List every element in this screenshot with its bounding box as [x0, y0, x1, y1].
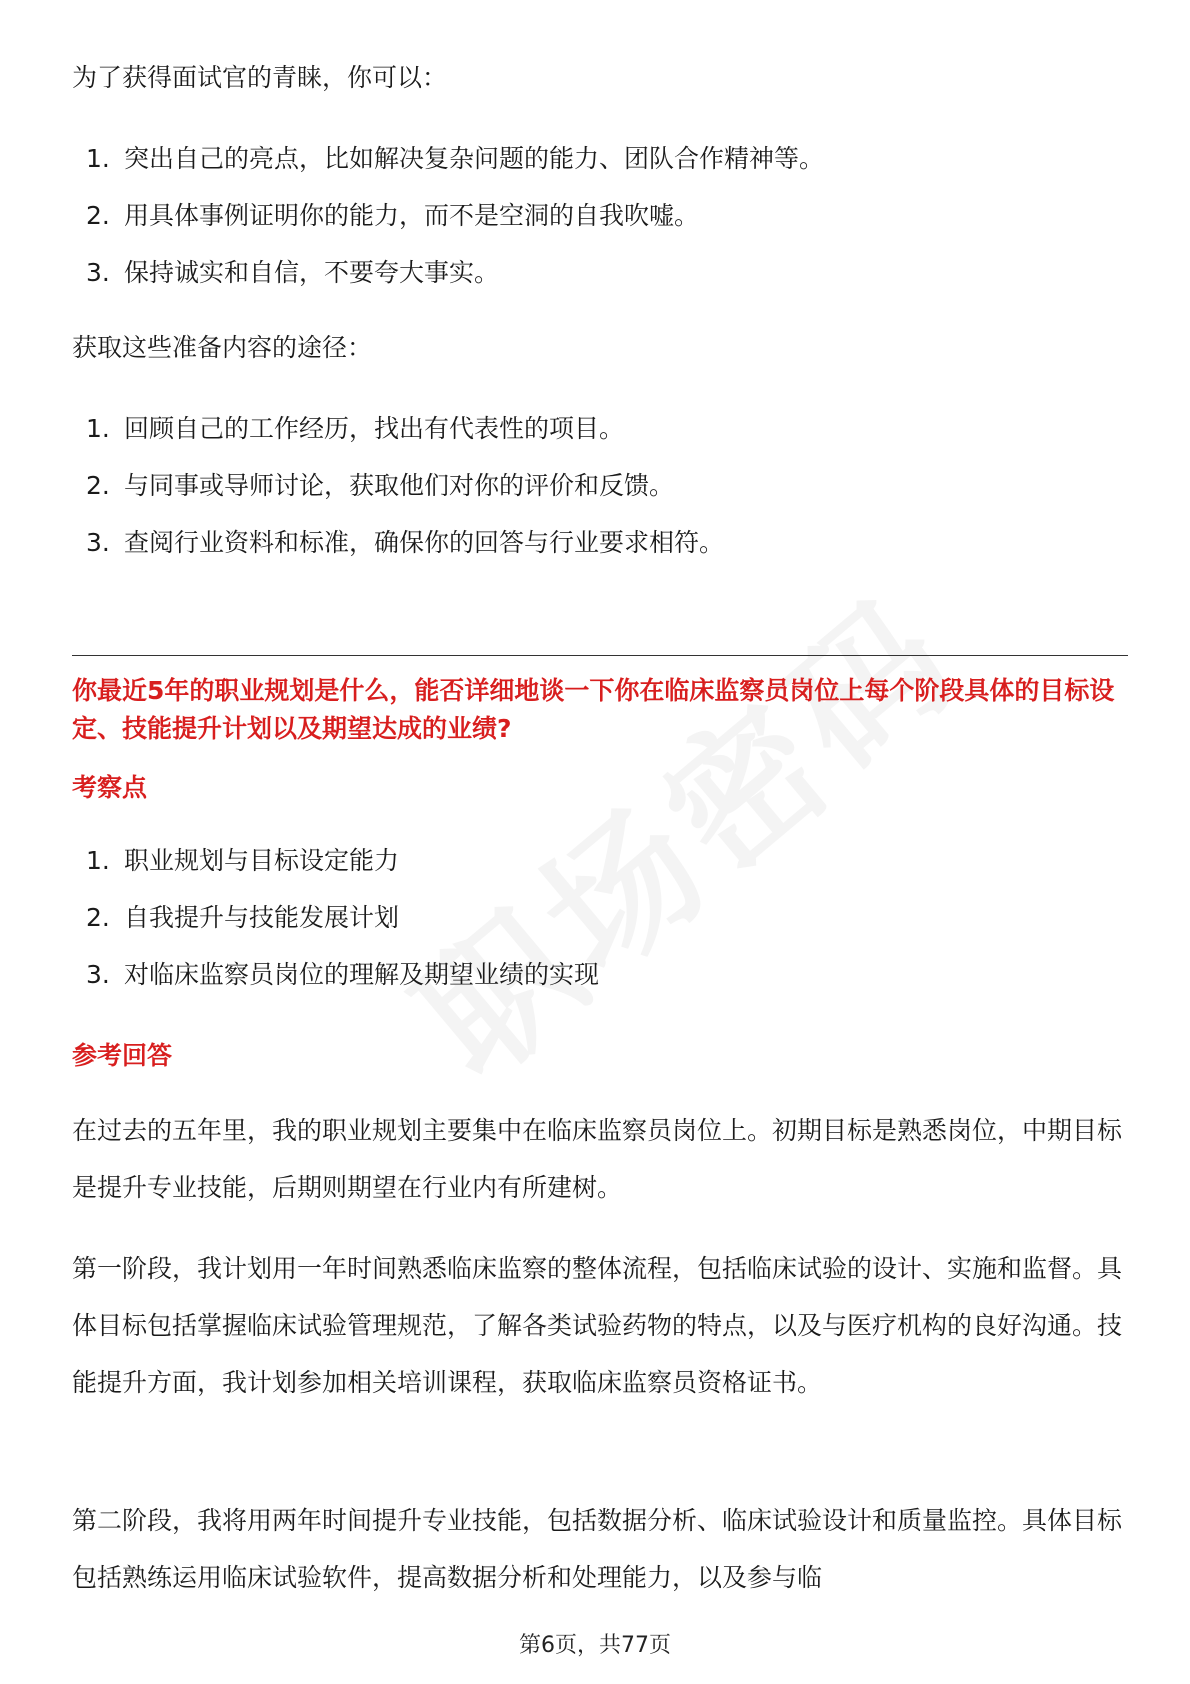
list-item: 3. 保持诚实和自信，不要夸大事实。	[86, 258, 500, 287]
list-item: 3. 对临床监察员岗位的理解及期望业绩的实现	[86, 960, 600, 989]
answer-paragraph: 第二阶段，我将用两年时间提升专业技能，包括数据分析、临床试验设计和质量监控。具体目标包括熟练运用临床试验软件，提高数据分析和处理能力，以及参与临	[72, 1506, 1123, 1592]
list-item: 3. 查阅行业资料和标准，确保你的回答与行业要求相符。	[86, 528, 725, 557]
sources-list	[72, 400, 1128, 571]
list-item: 1. 职业规划与目标设定能力	[86, 846, 400, 875]
answer-paragraph: 在过去的五年里，我的职业规划主要集中在临床监察员岗位上。初期目标是熟悉岗位，中期目标是提升专业技能，后期则期望在行业内有所建树。	[72, 1116, 1123, 1202]
intro-paragraph-1: 为了获得面试官的青睐，你可以：	[72, 63, 448, 92]
list-item: 1. 回顾自己的工作经历，找出有代表性的项目。	[86, 414, 625, 443]
page-footer: 第6页，共77页	[519, 1633, 671, 1658]
answer-paragraph: 第一阶段，我计划用一年时间熟悉临床监察的整体流程，包括临床试验的设计、实施和监督。具体目标包括掌握临床试验管理规范，了解各类试验药物的特点，以及与医疗机构的良好沟通。技能提升方面，我计划参加相关培训课程，获取临床监察员资格证书。	[72, 1254, 1123, 1397]
list-item: 1. 突出自己的亮点，比如解决复杂问题的能力、团队合作精神等。	[86, 144, 825, 173]
list-item: 2. 用具体事例证明你的能力，而不是空洞的自我吹嘘。	[86, 201, 700, 230]
list-item: 2. 自我提升与技能发展计划	[86, 903, 400, 932]
section-heading-answer: 参考回答	[72, 1041, 173, 1070]
question-heading: 你最近5年的职业规划是什么，能否详细地谈一下你在临床监察员岗位上每个阶段具体的目标设定、技能提升计划以及期望达成的业绩?	[72, 676, 1115, 743]
list-item: 2. 与同事或导师讨论，获取他们对你的评价和反馈。	[86, 471, 675, 500]
section-divider	[72, 655, 1128, 656]
intro-paragraph-2: 获取这些准备内容的途径：	[72, 333, 373, 362]
watermark	[365, 540, 994, 1117]
section-heading-points: 考察点	[72, 773, 148, 802]
points-list	[72, 832, 1128, 1003]
tips-list	[72, 130, 1128, 301]
